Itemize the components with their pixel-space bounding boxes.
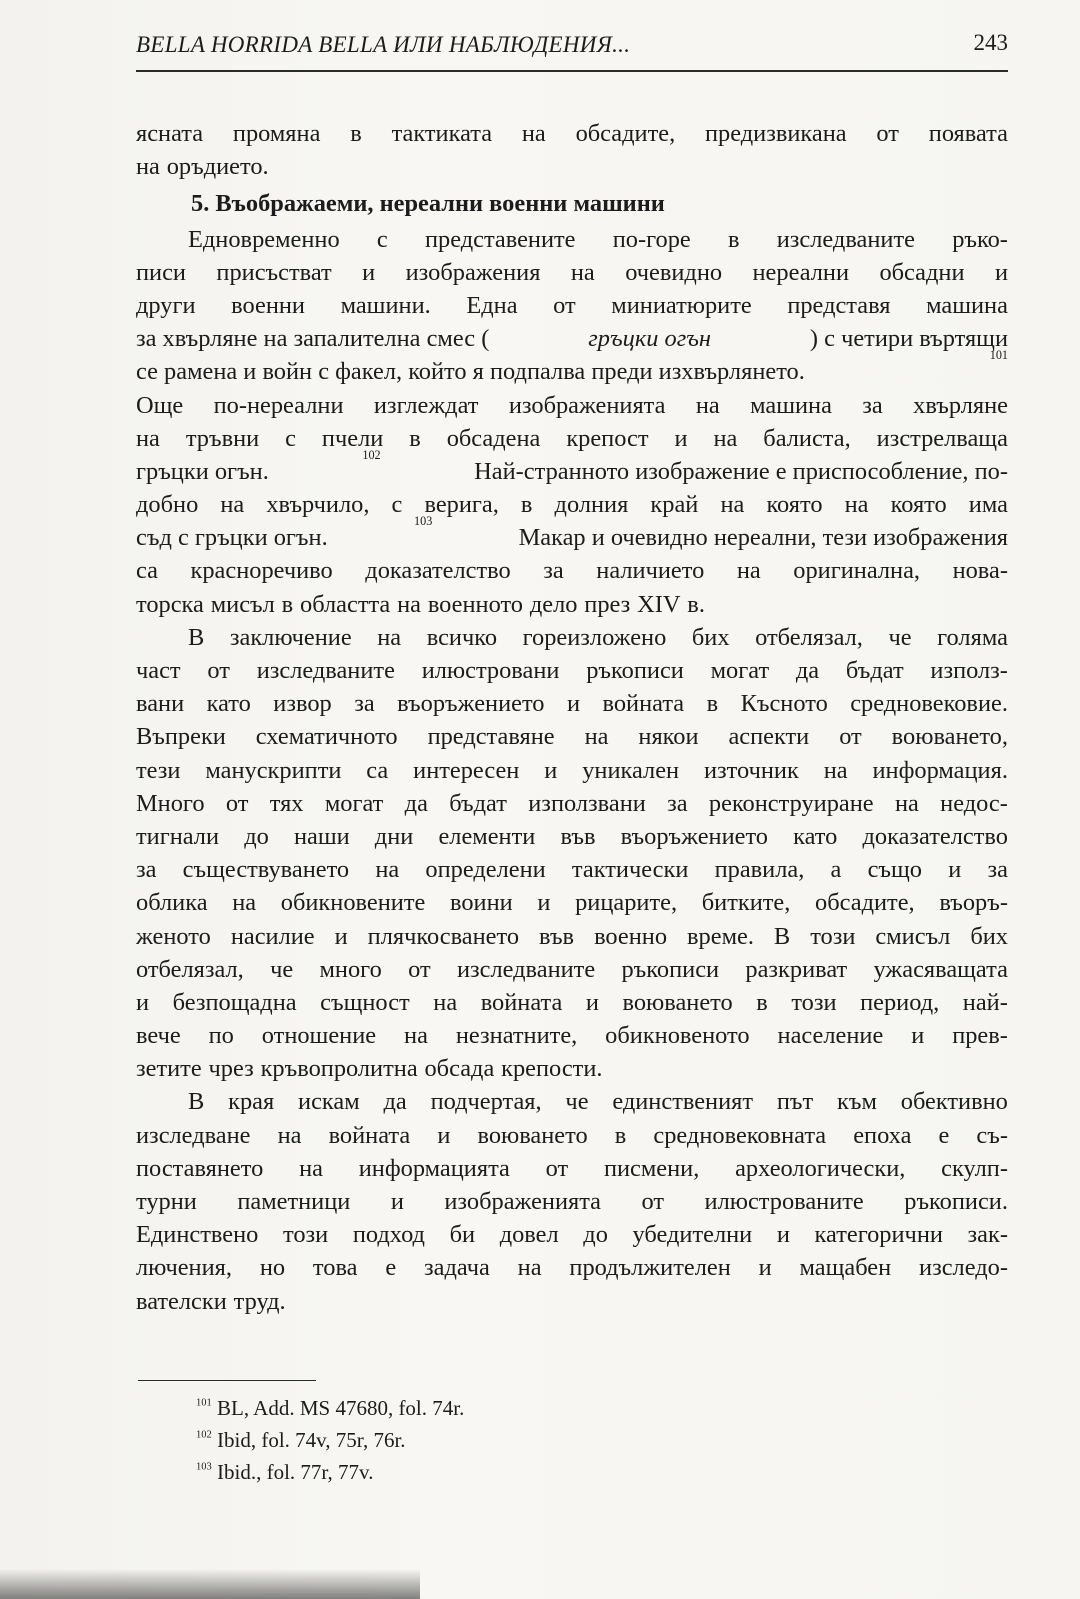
footnote-ref[interactable]: 103 — [414, 514, 433, 529]
running-header — [136, 28, 1008, 72]
text-line: изследване на войната и воюването в средновековната епоха е съ- — [136, 1121, 1008, 1149]
text-segment: се рамена и войн с факел, който я подпалва преди изхвърлянето. — [136, 358, 805, 386]
text-line: Много от тях могат да бъдат използвани за реконструиране на недос- — [136, 789, 1008, 817]
text-line: вече по отношение на незнатните, обикновеното население и прев- — [136, 1022, 1008, 1050]
text-segment: ) с четири въртящи — [809, 325, 1008, 353]
text-line — [136, 514, 1008, 554]
text-line: ясната промяна в тактиката на обсадите, предизвикана от появата — [136, 120, 1008, 147]
text-line — [136, 447, 1008, 488]
text-line — [136, 348, 1008, 388]
footnote-divider — [138, 1380, 316, 1381]
text-line: на тръвни с пчели в обсадена крепост и на балиста, изстрелваща — [136, 424, 1008, 452]
text-line: на оръдието. — [136, 153, 269, 181]
footnote-number: 101 — [196, 1397, 212, 1409]
text-line: вателски труд. — [136, 1287, 286, 1315]
text-line: вани като извор за въоръжението и войната в Късното средновековие. — [136, 690, 1008, 718]
footnote-ref[interactable]: 101 — [989, 348, 1008, 363]
text-line: турни паметници и изображенията от илюстрованите ръкописи. — [136, 1188, 1008, 1215]
text-line: Единствено този подход би довел до убедителни и категорични зак- — [136, 1221, 1008, 1249]
running-title: BELLA HORRIDA BELLA ИЛИ НАБЛЮДЕНИЯ... — [136, 32, 631, 57]
text-line: зетите чрез кръвопролитна обсада крепости. — [136, 1055, 603, 1083]
text-line: В края искам да подчертая, че единственият път към обективно — [188, 1088, 1008, 1116]
text-line: и безпощадна същност на войната и воюването в този период, най- — [136, 988, 1008, 1016]
text-line: част от изследваните илюстровани ръкописи могат да бъдат използ- — [136, 657, 1008, 684]
page-number: 243 — [973, 30, 1008, 55]
text-segment: Макар и очевидно нереални, тези изображения — [518, 524, 1008, 552]
text-line: тигнали до наши дни елементи във въоръжението като доказателство — [136, 822, 1008, 850]
text-line: облика на обикновените воини и рицарите, битките, обсадите, въоръ- — [136, 889, 1008, 917]
text-line: Въпреки схематичното представяне на някои аспекти от воюването, — [136, 723, 1008, 751]
italic-term: гръцки огън — [588, 325, 711, 353]
section-heading: 5. Въображаеми, нереални военни машини — [191, 190, 665, 218]
text-line: Едновременно с представените по-горе в изследваните ръко- — [188, 225, 1008, 253]
text-line: за съществуването на определени тактически правила, а също и за — [136, 856, 1008, 884]
text-line — [136, 322, 1008, 355]
text-line: други военни машини. Една от миниатюрите представя машина — [136, 291, 1008, 319]
footnote-number: 102 — [196, 1429, 212, 1441]
footnote — [196, 1456, 464, 1488]
text-line: лючения, но това е задача на продължителен и мащабен изследо- — [136, 1254, 1008, 1282]
footnote-text: Ibid., fol. 77r, 77v. — [211, 1460, 374, 1484]
footnote — [196, 1424, 464, 1456]
text-line: тези манускрипти са интересен и уникален източник на информация. — [136, 756, 1008, 784]
body-text — [136, 117, 1008, 1318]
footnotes — [196, 1392, 464, 1488]
text-line: торска мисъл в областта на военното дело през XIV в. — [136, 590, 705, 618]
text-line: са красноречиво доказателство за наличието на оригинална, нова- — [136, 557, 1008, 585]
text-segment: съд с гръцки огън. — [136, 524, 328, 552]
text-line: отбелязал, че много от изследваните ръкописи разкриват ужасяващата — [136, 955, 1008, 983]
footnote-text: BL, Add. MS 47680, fol. 74r. — [211, 1396, 465, 1420]
text-segment: Най-странното изображение е приспособление, по- — [474, 457, 1008, 485]
text-line: В заключение на всичко гореизложено бих отбелязал, че голяма — [188, 623, 1008, 651]
scan-shadow — [0, 1569, 420, 1599]
footnote — [196, 1392, 464, 1424]
footnote-ref[interactable]: 102 — [362, 447, 381, 462]
text-line: писи присъстват и изображения на очевидно нереални обсадни и — [136, 258, 1008, 286]
text-line: женото насилие и плячкосването във военно време. В този смисъл бих — [136, 922, 1008, 950]
footnote-number: 103 — [196, 1461, 212, 1473]
text-line: Още по-нереални изглеждат изображенията на машина за хвърляне — [136, 391, 1008, 419]
footnote-text: Ibid, fol. 74v, 75r, 76r. — [211, 1428, 406, 1452]
text-line: добно на хвърчило, с верига, в долния край на която на която има — [136, 491, 1008, 519]
text-segment: гръцки огън. — [136, 457, 269, 485]
text-segment: за хвърляне на запалителна смес ( — [136, 325, 490, 353]
text-line: поставянето на информацията от писмени, археологически, скулп- — [136, 1154, 1008, 1182]
